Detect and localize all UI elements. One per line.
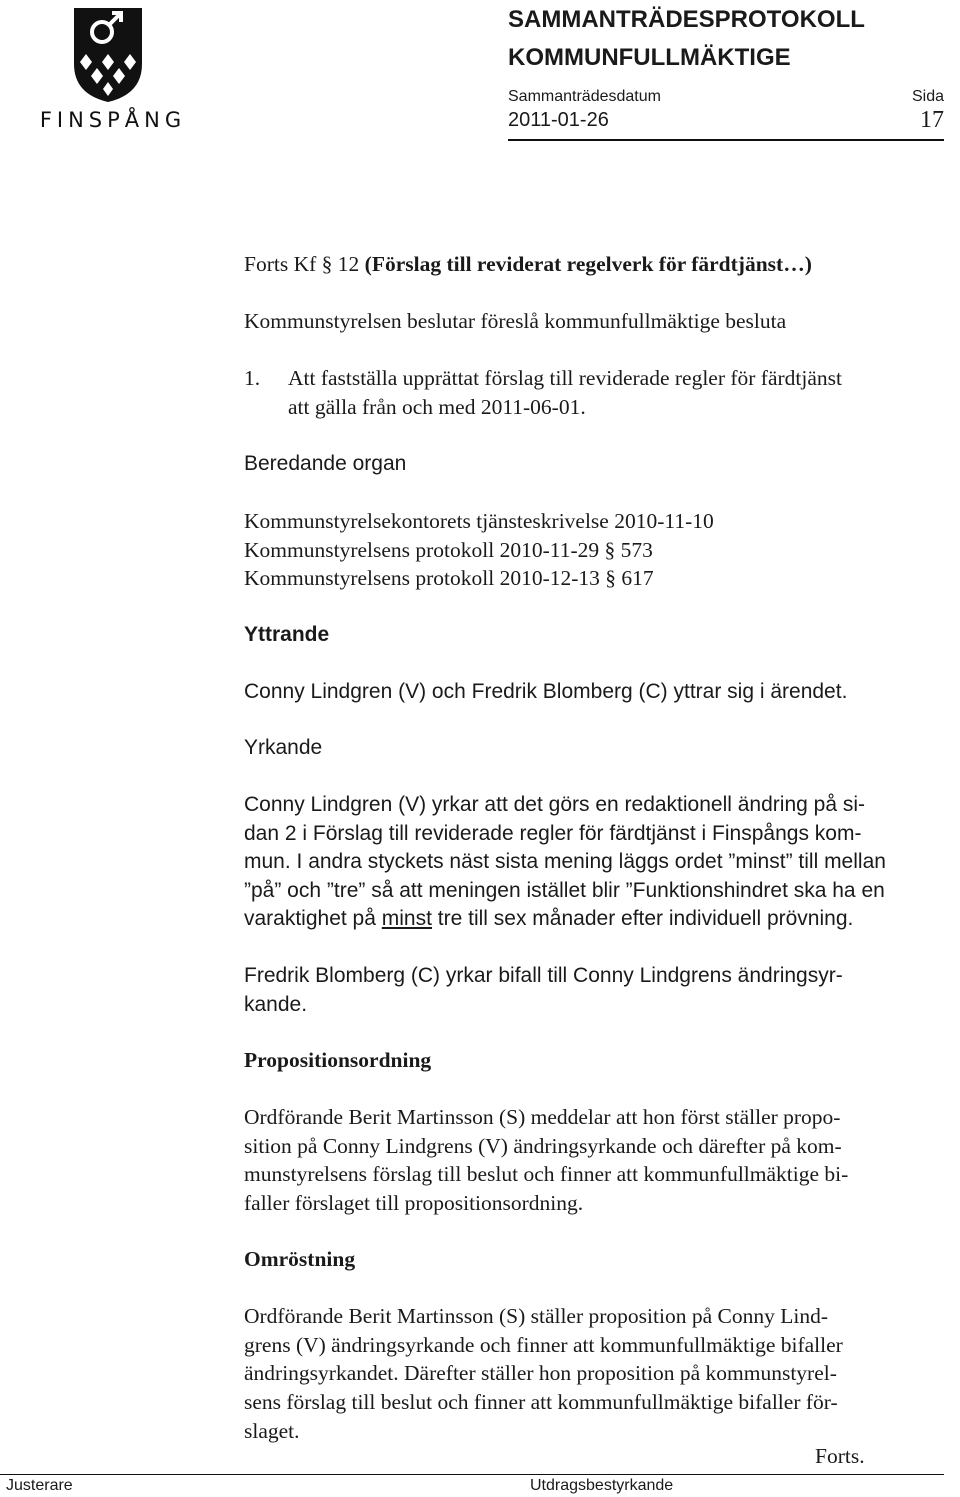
footer-divider	[0, 1474, 944, 1475]
continued-label: Forts.	[815, 1444, 865, 1468]
yrkande-paragraph: Conny Lindgren (V) yrkar att det görs en redaktionell ändring på si- dan 2 i Förslag till reviderade regler för färdtjänst i Finspångs kom- mun. I andra styckets näst sista mening läggs ordet ”minst” till mellan ”på” och ”tre” så att meningen istället blir ”Funktionshindret ska ha en varaktighet på minst tre till sex månader efter individuell prövning.	[244, 793, 886, 931]
yttrande-heading: Yttrande	[244, 623, 330, 646]
yttrande-text: Conny Lindgren (V) och Fredrik Blomberg (C) yttrar sig i ärendet.	[244, 680, 848, 703]
intro-text: Kommunstyrelsen beslutar föreslå kommunfullmäktige besluta	[244, 309, 787, 333]
page-label: Sida	[911, 88, 944, 105]
yrkande-paragraph-2: Fredrik Blomberg (C) yrkar bifall till Conny Lindgrens ändringsyr- kande.	[244, 964, 843, 1016]
list-item: Kommunstyrelsekontorets tjänsteskrivelse 2010-11-10	[244, 509, 714, 533]
section-symbol: §	[321, 252, 333, 276]
page-number: 17	[920, 107, 944, 133]
document-subtitle: KOMMUNFULLMÄKTIGE	[508, 44, 791, 71]
date-label: Sammanträdesdatum	[508, 88, 661, 105]
section-heading	[244, 250, 812, 279]
list-number: 1.	[244, 366, 261, 390]
coat-of-arms-icon	[72, 6, 144, 104]
beredande-heading: Beredande organ	[244, 452, 407, 475]
beredande-list	[244, 507, 714, 593]
justerare-label: Justerare	[6, 1477, 73, 1494]
list-line: att gälla från och med 2011-06-01.	[288, 394, 586, 419]
omrostning-text: Ordförande Berit Martinsson (S) ställer proposition på Conny Lind- grens (V) ändringsyrkande och finner att kommunfullmäktige bifaller ändringsyrkandet. Därefter ställer hon proposition på kommunstyrel- sens förslag till beslut och finner att kommunfullmäktige bifaller för- slaget.	[244, 1304, 843, 1443]
list-line: Att fastställa upprättat förslag till reviderade regler för färdtjänst	[288, 366, 843, 390]
yrkande-heading: Yrkande	[244, 736, 323, 759]
list-item: Kommunstyrelsens protokoll 2010-11-29 § 573	[244, 537, 653, 562]
omrostning-heading: Omröstning	[244, 1247, 356, 1271]
document-title: SAMMANTRÄDESPROTOKOLL	[508, 6, 865, 33]
heading-prefix: Forts Kf	[244, 252, 317, 276]
finspang-logo	[38, 6, 188, 132]
underlined-word: minst	[381, 907, 432, 931]
heading-title: (Förslag till reviderat regelverk för färdtjänst…)	[364, 252, 812, 276]
meeting-date: 2011-01-26	[508, 109, 609, 131]
header-divider	[508, 139, 944, 141]
logo-wordmark: FINSPÅNG	[39, 108, 187, 132]
heading-number: 12	[337, 252, 360, 276]
propositionsordning-text: Ordförande Berit Martinsson (S) meddelar att hon först ställer propo- sition på Conny Lindgrens (V) ändringsyrkande och därefter på kom- munstyrelsens förslag till beslut och finner att kommunfullmäktige bi- faller förslaget till propositionsordning.	[244, 1105, 849, 1216]
list-item: Kommunstyrelsens protokoll 2010-12-13 § 617	[244, 566, 654, 591]
propositionsordning-heading: Propositionsordning	[244, 1048, 432, 1072]
decision-list-item	[244, 364, 842, 421]
utdragsbestyrkande-label: Utdragsbestyrkande	[530, 1477, 674, 1494]
